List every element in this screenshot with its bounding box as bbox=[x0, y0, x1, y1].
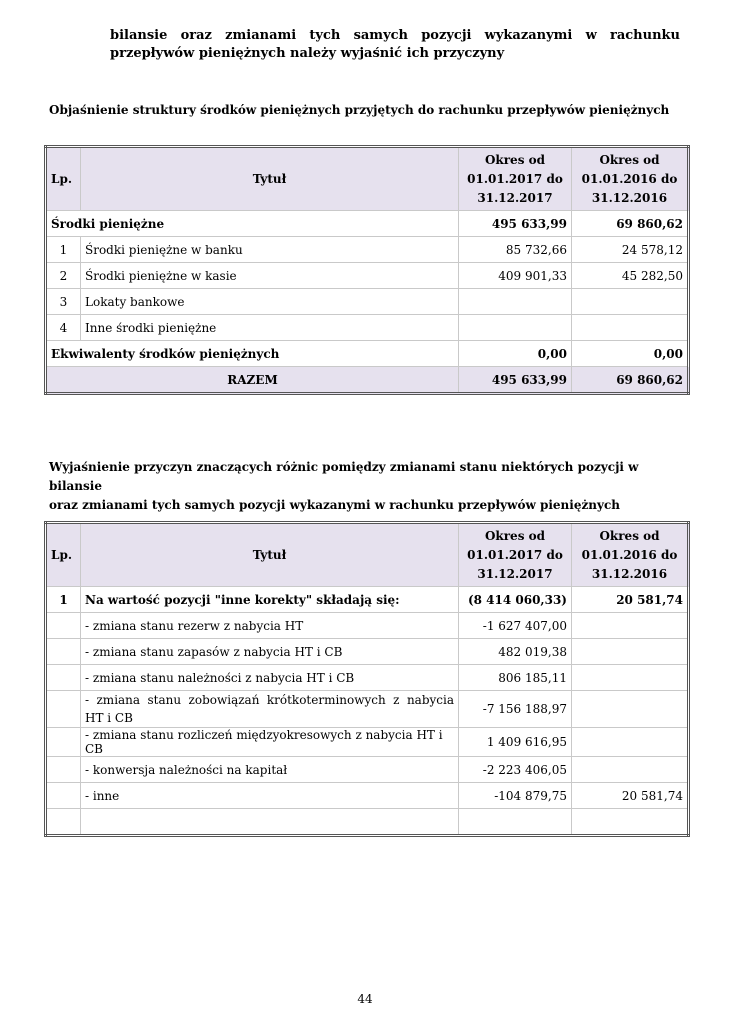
table-row-total bbox=[46, 367, 689, 394]
section2-title-line2: oraz zmianami tych samych pozycji wykazanymi w rachunku przepływów pieniężnych bbox=[49, 498, 621, 512]
table-row-group-equivalents bbox=[46, 341, 689, 367]
table-row bbox=[46, 728, 689, 757]
row-label: - zmiana stanu należności z nabycia HT i CB bbox=[81, 665, 459, 691]
empty-cell bbox=[572, 809, 689, 836]
total-2017: 495 633,99 bbox=[459, 367, 572, 394]
value-2017: 0,00 bbox=[459, 341, 572, 367]
value-2017: 1 409 616,95 bbox=[459, 728, 572, 757]
section1-title-text: Objaśnienie struktury środków pieniężnych przyjętych do rachunku przepływów pieniężnych bbox=[49, 103, 670, 117]
value-2017: -1 627 407,00 bbox=[459, 613, 572, 639]
row-label: - konwersja należności na kapitał bbox=[81, 757, 459, 783]
row-label: Środki pieniężne w banku bbox=[81, 237, 459, 263]
value-2016: 0,00 bbox=[572, 341, 689, 367]
value-2017 bbox=[459, 289, 572, 315]
table-row bbox=[46, 757, 689, 783]
total-label: RAZEM bbox=[46, 367, 459, 394]
value-2017: 495 633,99 bbox=[459, 211, 572, 237]
header-tytul: Tytuł bbox=[81, 147, 459, 211]
row-label: - zmiana stanu zobowiązań krótkoterminowych z nabycia HT i CB bbox=[81, 691, 459, 728]
value-2016: 20 581,74 bbox=[572, 587, 689, 613]
row-label: - inne bbox=[81, 783, 459, 809]
table-row bbox=[46, 613, 689, 639]
table-row bbox=[46, 237, 689, 263]
empty-cell bbox=[46, 809, 81, 836]
table-row-main bbox=[46, 587, 689, 613]
table-header-row bbox=[46, 147, 689, 211]
header-period-2017-line3: 31.12.2017 bbox=[477, 190, 553, 205]
group-label: Ekwiwalenty środków pieniężnych bbox=[46, 341, 459, 367]
value-2016 bbox=[572, 639, 689, 665]
header-period-2016-line1: Okres od bbox=[599, 528, 660, 543]
row-lp: 2 bbox=[46, 263, 81, 289]
header-period-2017-line2: 01.01.2017 do bbox=[467, 171, 563, 186]
value-2017: -7 156 188,97 bbox=[459, 691, 572, 728]
value-2017: 806 185,11 bbox=[459, 665, 572, 691]
row-lp bbox=[46, 783, 81, 809]
table-header-row bbox=[46, 523, 689, 587]
value-2017: 85 732,66 bbox=[459, 237, 572, 263]
row-lp: 1 bbox=[46, 237, 81, 263]
header-period-2016-line3: 31.12.2016 bbox=[591, 190, 668, 205]
header-period-2017 bbox=[459, 147, 572, 211]
intro-line-1: bilansie oraz zmianami tych samych pozycji wykazanymi w rachunku bbox=[110, 28, 680, 43]
section2-title bbox=[49, 458, 689, 515]
header-period-2016 bbox=[572, 147, 689, 211]
row-label: - zmiana stanu rozliczeń międzyokresowych z nabycia HT i CB bbox=[81, 728, 459, 757]
cash-structure-table bbox=[44, 145, 690, 395]
row-lp bbox=[46, 665, 81, 691]
row-label: - zmiana stanu rezerw z nabycia HT bbox=[81, 613, 459, 639]
table-row bbox=[46, 691, 689, 728]
header-period-2017 bbox=[459, 523, 572, 587]
value-2017 bbox=[459, 315, 572, 341]
row-lp: 1 bbox=[46, 587, 81, 613]
differences-table bbox=[44, 521, 690, 837]
value-2016 bbox=[572, 757, 689, 783]
intro-line-2: przepływów pieniężnych należy wyjaśnić ich przyczyny bbox=[110, 46, 505, 61]
empty-cell bbox=[459, 809, 572, 836]
section2-title-line1: Wyjaśnienie przyczyn znaczących różnic pomiędzy zmianami stanu niektórych pozycji w bilansie bbox=[49, 460, 639, 493]
intro-paragraph bbox=[110, 27, 680, 63]
value-2016: 24 578,12 bbox=[572, 237, 689, 263]
value-2016: 45 282,50 bbox=[572, 263, 689, 289]
row-label: - zmiana stanu zapasów z nabycia HT i CB bbox=[81, 639, 459, 665]
table-row bbox=[46, 289, 689, 315]
header-period-2017-line1: Okres od bbox=[484, 152, 546, 167]
group-label: Środki pieniężne bbox=[46, 211, 459, 237]
header-period-2016-line1: Okres od bbox=[599, 152, 660, 167]
row-lp bbox=[46, 757, 81, 783]
header-lp: Lp. bbox=[46, 147, 81, 211]
header-lp: Lp. bbox=[46, 523, 81, 587]
header-tytul: Tytuł bbox=[81, 523, 459, 587]
table-row-empty bbox=[46, 809, 689, 836]
value-2016 bbox=[572, 728, 689, 757]
value-2016 bbox=[572, 691, 689, 728]
section1-title bbox=[49, 101, 689, 120]
value-2017: -104 879,75 bbox=[459, 783, 572, 809]
row-label: Środki pieniężne w kasie bbox=[81, 263, 459, 289]
row-label: Inne środki pieniężne bbox=[81, 315, 459, 341]
table-row bbox=[46, 639, 689, 665]
value-2017: 409 901,33 bbox=[459, 263, 572, 289]
row-lp bbox=[46, 691, 81, 728]
header-period-2017-line3: 31.12.2017 bbox=[477, 566, 553, 581]
table-row-group-cash bbox=[46, 211, 689, 237]
header-period-2017-line2: 01.01.2017 do bbox=[467, 547, 563, 562]
value-2017: (8 414 060,33) bbox=[459, 587, 572, 613]
empty-cell bbox=[81, 809, 459, 836]
table-row bbox=[46, 665, 689, 691]
table-row bbox=[46, 315, 689, 341]
header-period-2016-line2: 01.01.2016 do bbox=[581, 171, 678, 186]
row-lp bbox=[46, 639, 81, 665]
header-period-2016-line3: 31.12.2016 bbox=[591, 566, 668, 581]
page-number: 44 bbox=[357, 992, 373, 1006]
value-2016 bbox=[572, 315, 689, 341]
table-row bbox=[46, 263, 689, 289]
row-lp: 3 bbox=[46, 289, 81, 315]
row-lp bbox=[46, 613, 81, 639]
row-lp: 4 bbox=[46, 315, 81, 341]
total-2016: 69 860,62 bbox=[572, 367, 689, 394]
row-lp bbox=[46, 728, 81, 757]
header-period-2016-line2: 01.01.2016 do bbox=[581, 547, 678, 562]
value-2016 bbox=[572, 289, 689, 315]
row-label: Lokaty bankowe bbox=[81, 289, 459, 315]
value-2017: 482 019,38 bbox=[459, 639, 572, 665]
table-row bbox=[46, 783, 689, 809]
value-2016: 69 860,62 bbox=[572, 211, 689, 237]
value-2016 bbox=[572, 665, 689, 691]
header-period-2016 bbox=[572, 523, 689, 587]
header-period-2017-line1: Okres od bbox=[484, 528, 546, 543]
value-2016: 20 581,74 bbox=[572, 783, 689, 809]
row-label: Na wartość pozycji "inne korekty" składają się: bbox=[81, 587, 459, 613]
value-2017: -2 223 406,05 bbox=[459, 757, 572, 783]
value-2016 bbox=[572, 613, 689, 639]
